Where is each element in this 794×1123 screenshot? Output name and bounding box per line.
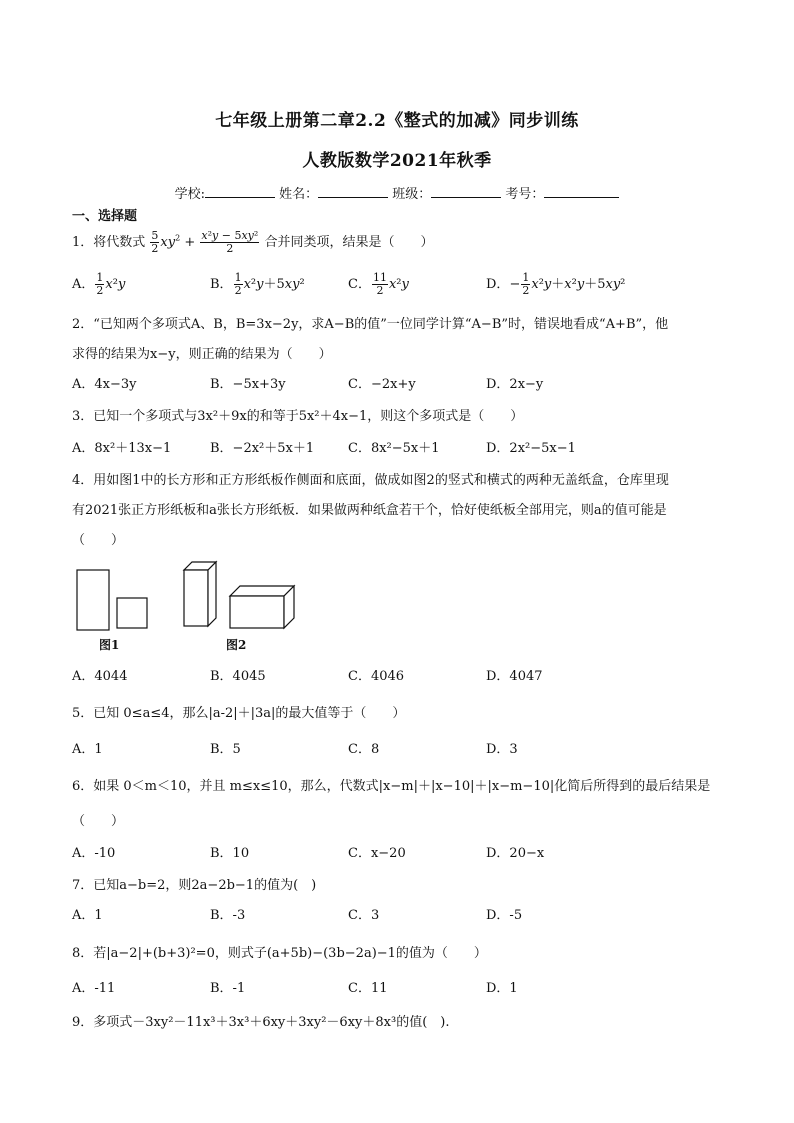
- option-a[interactable]: A．4x−3y: [72, 377, 137, 392]
- figure-2-horizontal-box-front: [230, 596, 284, 628]
- question-4-line-3: （ ）: [72, 533, 125, 548]
- student-info-line: [0, 183, 794, 202]
- option-d[interactable]: D．2x−y: [486, 377, 544, 392]
- question-3: 3．已知一个多项式与3x²＋9x的和等于5x²＋4x−1，则这个多项式是（ ）: [72, 409, 524, 424]
- option-a[interactable]: A． $\frac{1}{2}$ x²y: [72, 271, 126, 297]
- school-label: 学校:: [174, 187, 205, 202]
- figure-2-vertical-box-front: [184, 570, 208, 626]
- option-c[interactable]: C．x−20: [348, 846, 406, 861]
- question-1-tail: 合并同类项，结果是（ ）: [264, 235, 434, 250]
- option-c[interactable]: C．4046: [348, 669, 405, 684]
- option-c[interactable]: C．−2x+y: [348, 377, 416, 392]
- question-4-line-1: 4．用如图1中的长方形和正方形纸板作侧面和底面，做成如图2的竖式和横式的两种无盖纸盒，仓库里现: [72, 473, 669, 488]
- option-a[interactable]: A．8x²＋13x−1: [72, 441, 172, 456]
- option-c[interactable]: C．11: [348, 981, 388, 996]
- question-4-figures: [72, 558, 312, 634]
- figure-2-vertical-box-side: [208, 562, 216, 626]
- question-4-line-2: 有2021张正方形纸板和a张长方形纸板．如果做两种纸盒若干个，恰好使纸板全部用完，则a的值可能是: [72, 503, 667, 518]
- option-c[interactable]: C．8x²−5x＋1: [348, 441, 440, 456]
- school-blank[interactable]: [205, 185, 275, 198]
- option-d[interactable]: D．4047: [486, 669, 543, 684]
- option-a[interactable]: A．-11: [72, 981, 116, 996]
- name-label: 姓名：: [279, 187, 319, 202]
- fraction: $\frac{5}{2}$: [151, 229, 159, 255]
- question-6-line-1: 6．如果 0＜m＜10，并且 m≤x≤10，那么，代数式|x−m|＋|x−10|＋|x−m−10|化简后所得到的最后结果是: [72, 779, 711, 794]
- option-b[interactable]: B．10: [210, 846, 250, 861]
- figure-2-label: 图2: [226, 638, 247, 652]
- option-c[interactable]: C．8: [348, 742, 380, 757]
- option-d[interactable]: D．-5: [486, 908, 523, 923]
- class-label: 班级：: [392, 187, 432, 202]
- fraction: $\frac{\text{x²y − 5xy²}}{2}$: [201, 229, 259, 255]
- section-title: 一、选择题: [72, 209, 138, 224]
- question-6-line-2: （ ）: [72, 814, 125, 829]
- option-b[interactable]: B．−5x+3y: [210, 377, 286, 392]
- option-d[interactable]: D．2x²−5x−1: [486, 441, 576, 456]
- question-9: 9．多项式－3xy²－11x³＋3x³＋6xy＋3xy²－6xy＋8x³的值( ).: [72, 1015, 450, 1030]
- option-a[interactable]: A．1: [72, 908, 103, 923]
- question-2-line-2: 求得的结果为x−y，则正确的结果为（ ）: [72, 347, 332, 362]
- option-d[interactable]: D．− $\frac{1}{2}$ x²y＋x²y＋5xy²: [486, 271, 626, 297]
- page-subtitle: 人教版数学2021年秋季: [302, 151, 492, 171]
- option-d[interactable]: D．3: [486, 742, 518, 757]
- figure-2-horizontal-box-top: [230, 586, 294, 596]
- option-b[interactable]: B．−2x²＋5x＋1: [210, 441, 315, 456]
- question-8: 8．若|a−2|+(b+3)²=0，则式子(a+5b)−(3b−2a)−1的值为（ ）: [72, 946, 487, 961]
- question-5: 5．已知 0≤a≤4，那么|a-2|＋|3a|的最大值等于（ ）: [72, 706, 406, 721]
- option-d[interactable]: D．1: [486, 981, 518, 996]
- option-b[interactable]: B． $\frac{1}{2}$ x²y＋5xy²: [210, 271, 305, 297]
- option-a[interactable]: A．-10: [72, 846, 116, 861]
- question-7: 7．已知a−b=2，则2a−2b−1的值为( ): [72, 878, 317, 893]
- option-c[interactable]: C．3: [348, 908, 380, 923]
- exam-number-blank[interactable]: [544, 185, 619, 198]
- exam-number-label: 考号：: [505, 187, 545, 202]
- option-b[interactable]: B．5: [210, 742, 241, 757]
- figure-1-rectangle: [77, 570, 109, 630]
- question-1-lead: 1．将代数式: [72, 235, 146, 250]
- class-blank[interactable]: [431, 185, 501, 198]
- option-c[interactable]: C． $\frac{11}{2}$ x²y: [348, 271, 409, 297]
- option-a[interactable]: A．1: [72, 742, 103, 757]
- figure-1-square: [117, 598, 147, 628]
- option-b[interactable]: B．4045: [210, 669, 266, 684]
- option-a[interactable]: A．4044: [72, 669, 128, 684]
- question-2-line-1: 2．“已知两个多项式A、B，B=3x−2y，求A−B的值”一位同学计算“A−B”时，错误地看成“A+B”，他: [72, 317, 669, 332]
- option-b[interactable]: B．-1: [210, 981, 246, 996]
- question-1: 1．将代数式 $\frac{5}{2}$ $xy^2$ + $\frac{\text{x²y − 5xy²}}{2}$ 合并同类项，结果是（ ）: [72, 229, 434, 255]
- figure-1-label: 图1: [99, 638, 120, 652]
- page-title: 七年级上册第二章2.2《整式的加减》同步训练: [215, 111, 579, 131]
- option-d[interactable]: D．20−x: [486, 846, 545, 861]
- name-blank[interactable]: [318, 185, 388, 198]
- option-b[interactable]: B．-3: [210, 908, 246, 923]
